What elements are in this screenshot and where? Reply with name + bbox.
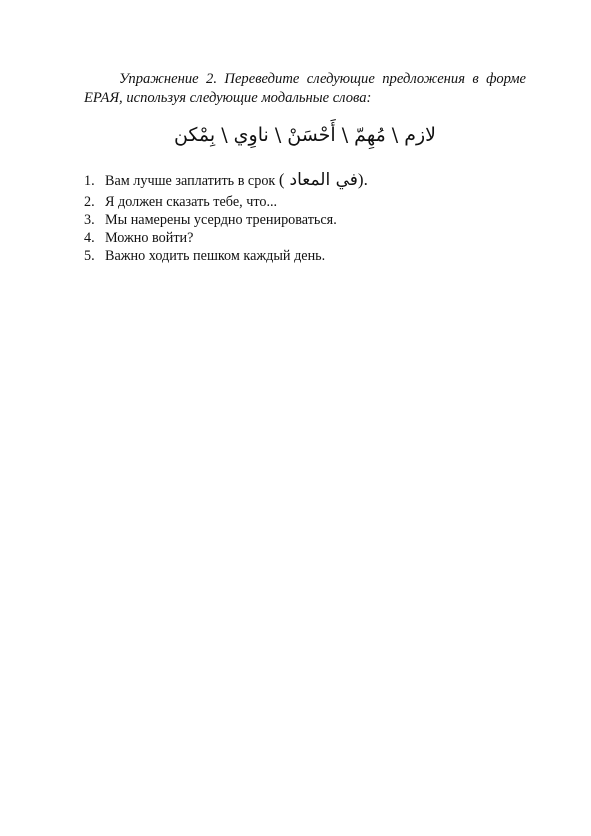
list-item — [84, 193, 526, 211]
arabic-inline-phrase: في المعاد — [289, 170, 358, 190]
item-number: 2. — [84, 194, 95, 210]
item-text: Можно войти? — [105, 230, 194, 246]
list-item — [84, 168, 526, 193]
list-item — [84, 247, 526, 265]
sentence-list — [84, 168, 526, 265]
close-paren: ). — [357, 170, 368, 189]
item-text-russian: Вам лучше заплатить в срок — [105, 173, 276, 189]
exercise-instruction: Упражнение 2. Переведите следующие предложения в форме ЕРАЯ, используя следующие модальные слова: — [84, 71, 526, 106]
list-item — [84, 229, 526, 247]
arabic-modal-words: لازم \ مُهِمّ \ أَحْسَنْ \ ناوِي \ بِمْكن — [173, 124, 437, 146]
item-number: 3. — [84, 212, 95, 228]
item-text: Мы намерены усердно тренироваться. — [105, 212, 337, 228]
item-number: 4. — [84, 230, 95, 246]
list-item — [84, 211, 526, 229]
item-text — [105, 168, 368, 193]
item-text: Я должен сказать тебе, что... — [105, 194, 278, 210]
item-number: 1. — [84, 173, 95, 189]
open-paren: ( — [278, 170, 285, 189]
item-text: Важно ходить пешком каждый день. — [105, 248, 326, 264]
item-number: 5. — [84, 248, 95, 264]
